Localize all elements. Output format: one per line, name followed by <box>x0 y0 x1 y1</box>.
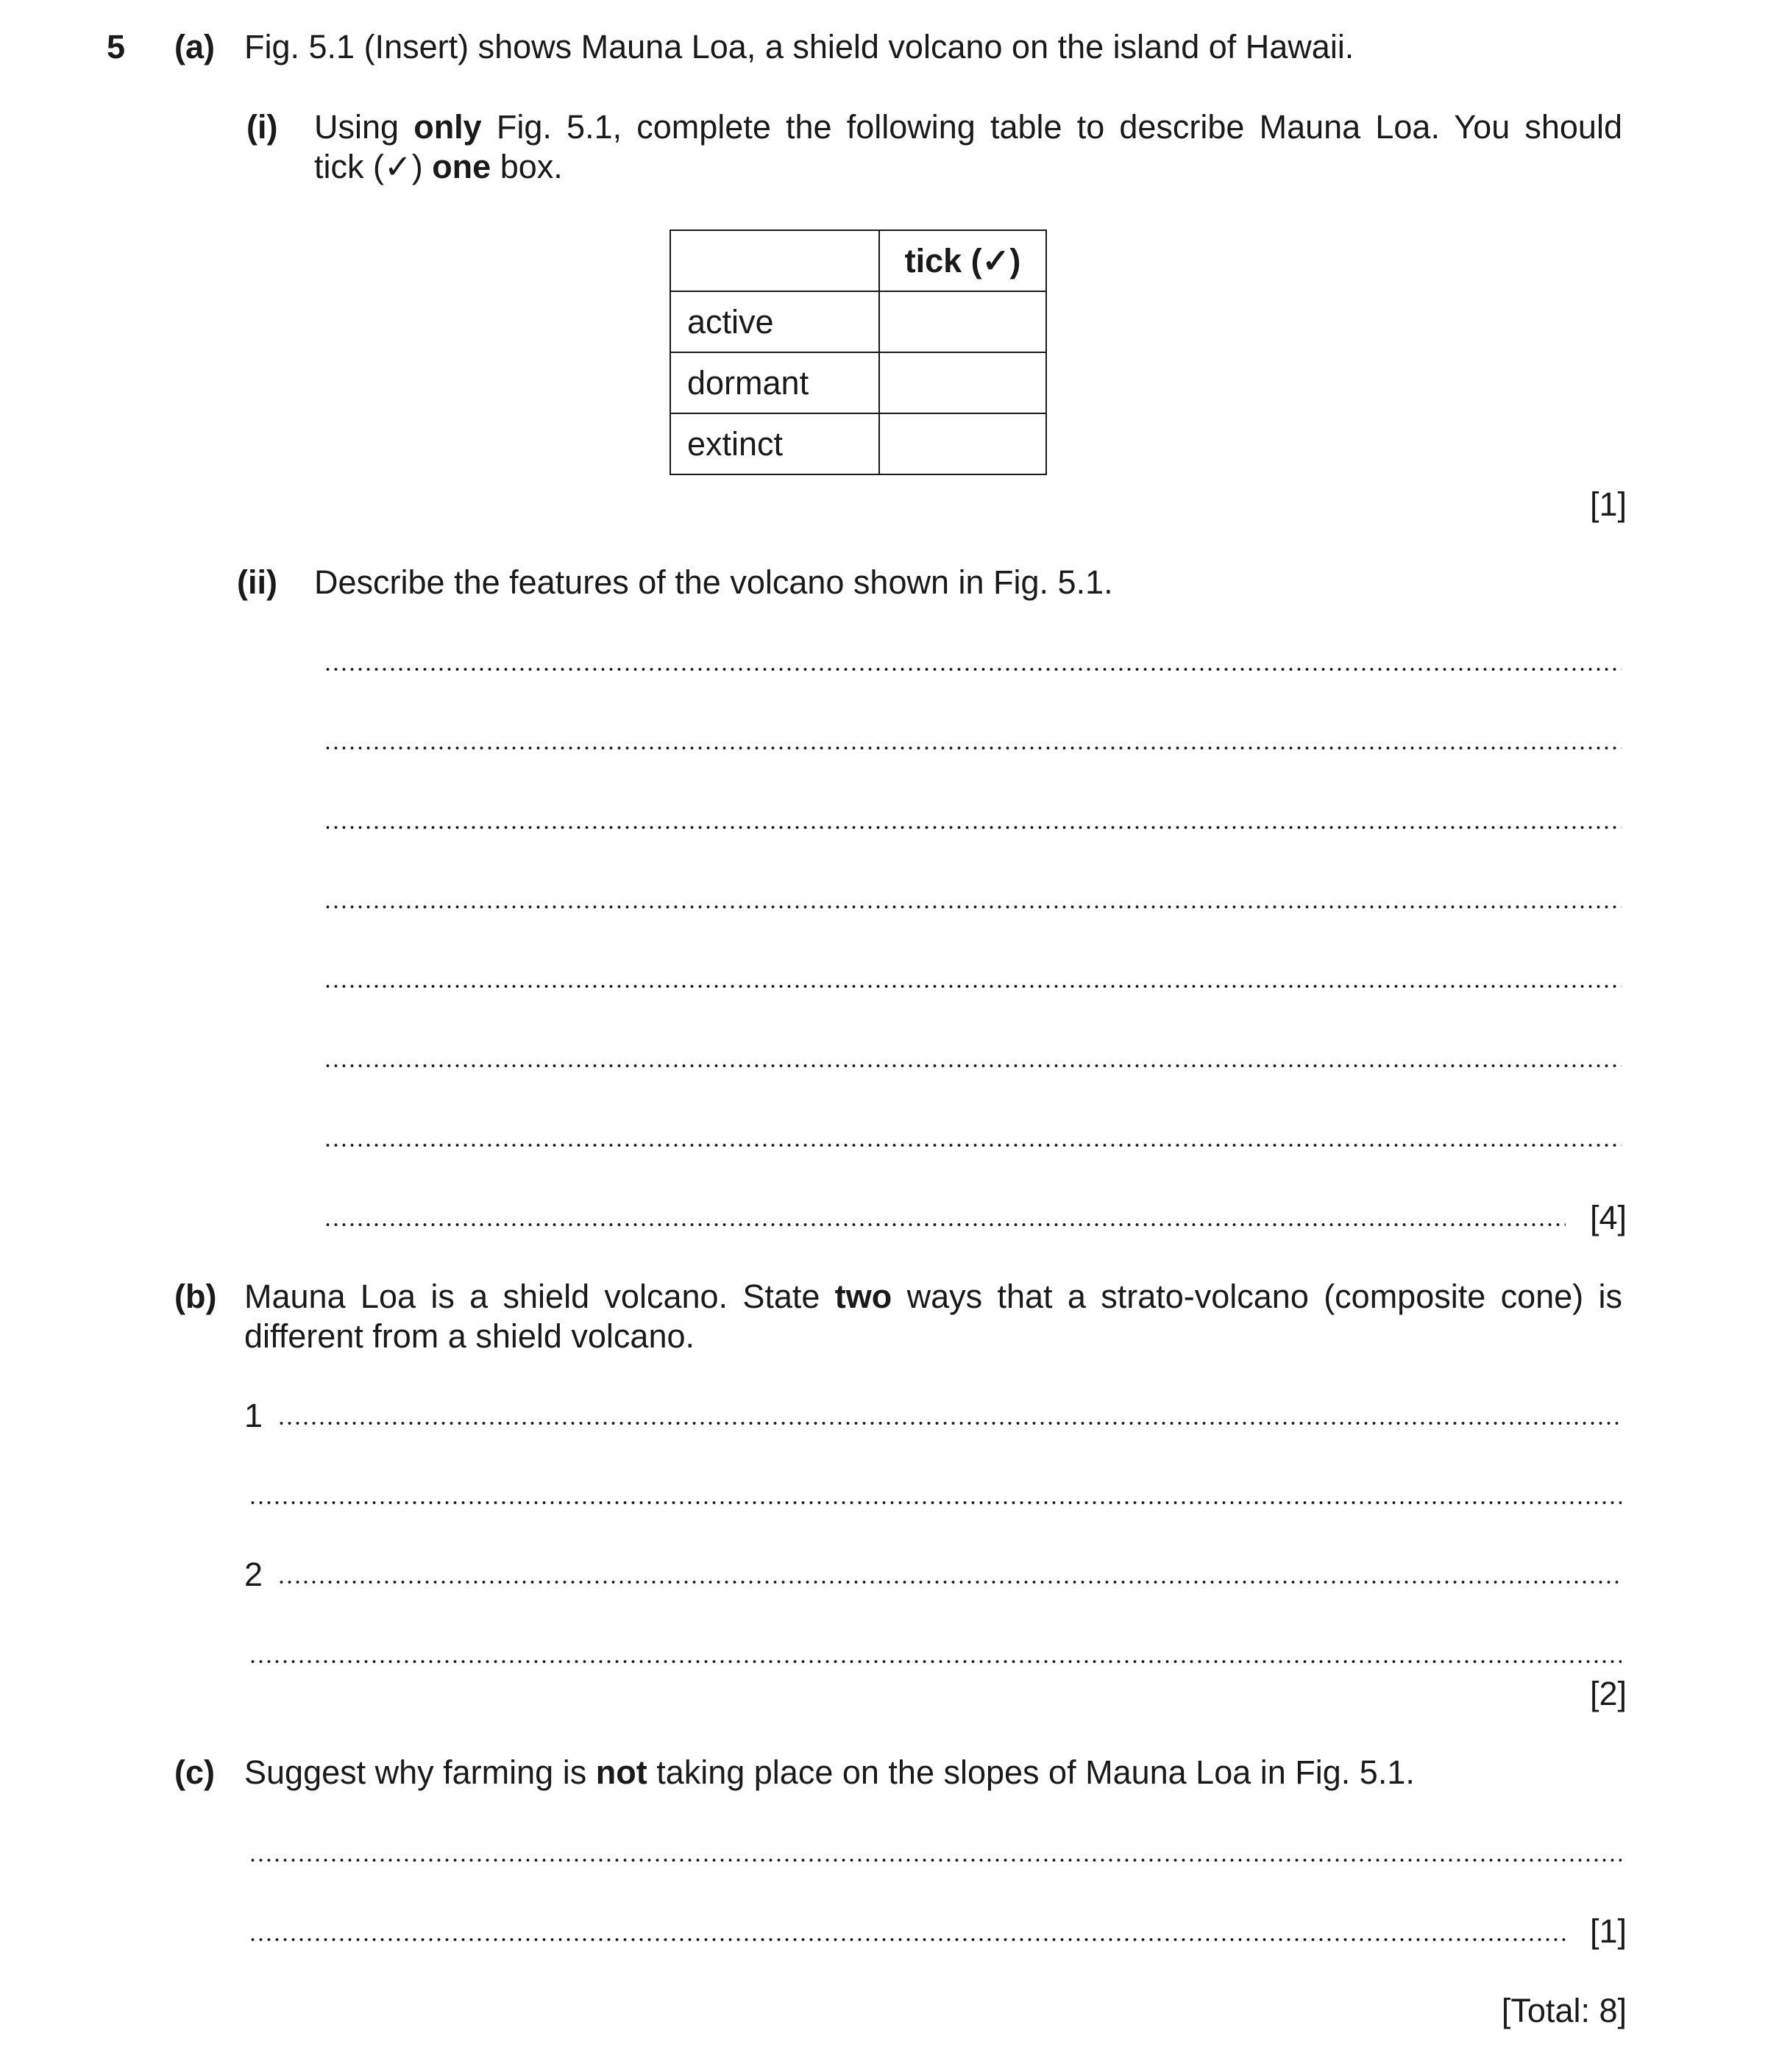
sub-ii-label: (ii) <box>237 563 277 601</box>
table-row <box>670 291 1046 352</box>
row-label-extinct: extinct <box>670 413 879 474</box>
part-b-line2: different from a shield volcano. <box>244 1317 695 1355</box>
question-number: 5 <box>107 28 126 65</box>
sub-i-line2 <box>314 147 563 186</box>
sub-i-line2-bold: one <box>432 148 491 185</box>
table-row <box>670 413 1046 474</box>
sub-ii-marks: [4] <box>1589 1199 1627 1236</box>
part-b-marks: [2] <box>1589 1675 1627 1712</box>
sub-i-line1-post: Fig. 5.1, complete the following table to describe Mauna Loa. You should <box>481 108 1622 146</box>
table-header-empty-cell <box>670 230 879 291</box>
answer-line-ii-5[interactable] <box>324 984 1622 989</box>
answer-line-ii-7[interactable] <box>324 1143 1622 1147</box>
table-header-tick: tick (✓) <box>879 230 1046 291</box>
table-header-row <box>670 230 1046 291</box>
sub-i-marks: [1] <box>1589 485 1627 523</box>
answer-number-1: 1 <box>244 1397 263 1434</box>
part-c-marks: [1] <box>1589 1912 1627 1950</box>
answer-line-ii-6[interactable] <box>324 1064 1622 1068</box>
part-c-label: (c) <box>174 1754 215 1791</box>
part-c-text-post: taking place on the slopes of Mauna Loa in Fig. 5.1. <box>647 1754 1415 1791</box>
answer-line-ii-4[interactable] <box>324 905 1622 909</box>
sub-i-line1 <box>314 108 1622 146</box>
row-label-active: active <box>670 291 879 352</box>
volcano-status-table <box>670 229 1047 475</box>
part-b-line1-bold: two <box>834 1278 892 1315</box>
part-c-text-pre: Suggest why farming is <box>244 1754 596 1791</box>
part-b-line1-post: ways that a strato-volcano (composite cone) is <box>892 1278 1622 1315</box>
answer-line-b-1a[interactable] <box>277 1421 1622 1425</box>
sub-ii-text: Describe the features of the volcano shown in Fig. 5.1. <box>314 563 1113 601</box>
sub-i-line2-post: box. <box>491 148 563 185</box>
table-row <box>670 352 1046 413</box>
answer-line-b-2b[interactable] <box>249 1659 1622 1664</box>
sub-i-line1-pre: Using <box>314 108 414 146</box>
part-b-line1 <box>244 1278 1622 1316</box>
answer-line-ii-3[interactable] <box>324 825 1622 830</box>
row-label-dormant: dormant <box>670 352 879 413</box>
answer-line-c-2[interactable] <box>249 1937 1566 1942</box>
answer-line-b-2a[interactable] <box>277 1580 1622 1584</box>
sub-i-line2-pre: tick (✓) <box>314 148 433 185</box>
part-b-label: (b) <box>174 1278 217 1315</box>
answer-line-c-1[interactable] <box>249 1858 1622 1862</box>
part-c-text-bold: not <box>595 1754 647 1791</box>
total-marks: [Total: 8] <box>1501 1992 1627 2029</box>
answer-number-2: 2 <box>244 1556 263 1593</box>
answer-line-ii-1[interactable] <box>324 667 1622 672</box>
answer-line-ii-2[interactable] <box>324 746 1622 750</box>
sub-i-line1-bold: only <box>413 108 482 146</box>
answer-line-b-1b[interactable] <box>249 1500 1622 1505</box>
tick-box-active[interactable] <box>879 291 1046 352</box>
part-a-label: (a) <box>174 28 215 65</box>
part-c-text <box>244 1754 1415 1792</box>
tick-box-extinct[interactable] <box>879 413 1046 474</box>
part-b-line1-pre: Mauna Loa is a shield volcano. State <box>244 1278 835 1315</box>
answer-line-ii-8[interactable] <box>324 1222 1566 1227</box>
sub-i-label: (i) <box>246 108 278 146</box>
part-a-text: Fig. 5.1 (Insert) shows Mauna Loa, a shield volcano on the island of Hawaii. <box>244 28 1354 65</box>
tick-box-dormant[interactable] <box>879 352 1046 413</box>
